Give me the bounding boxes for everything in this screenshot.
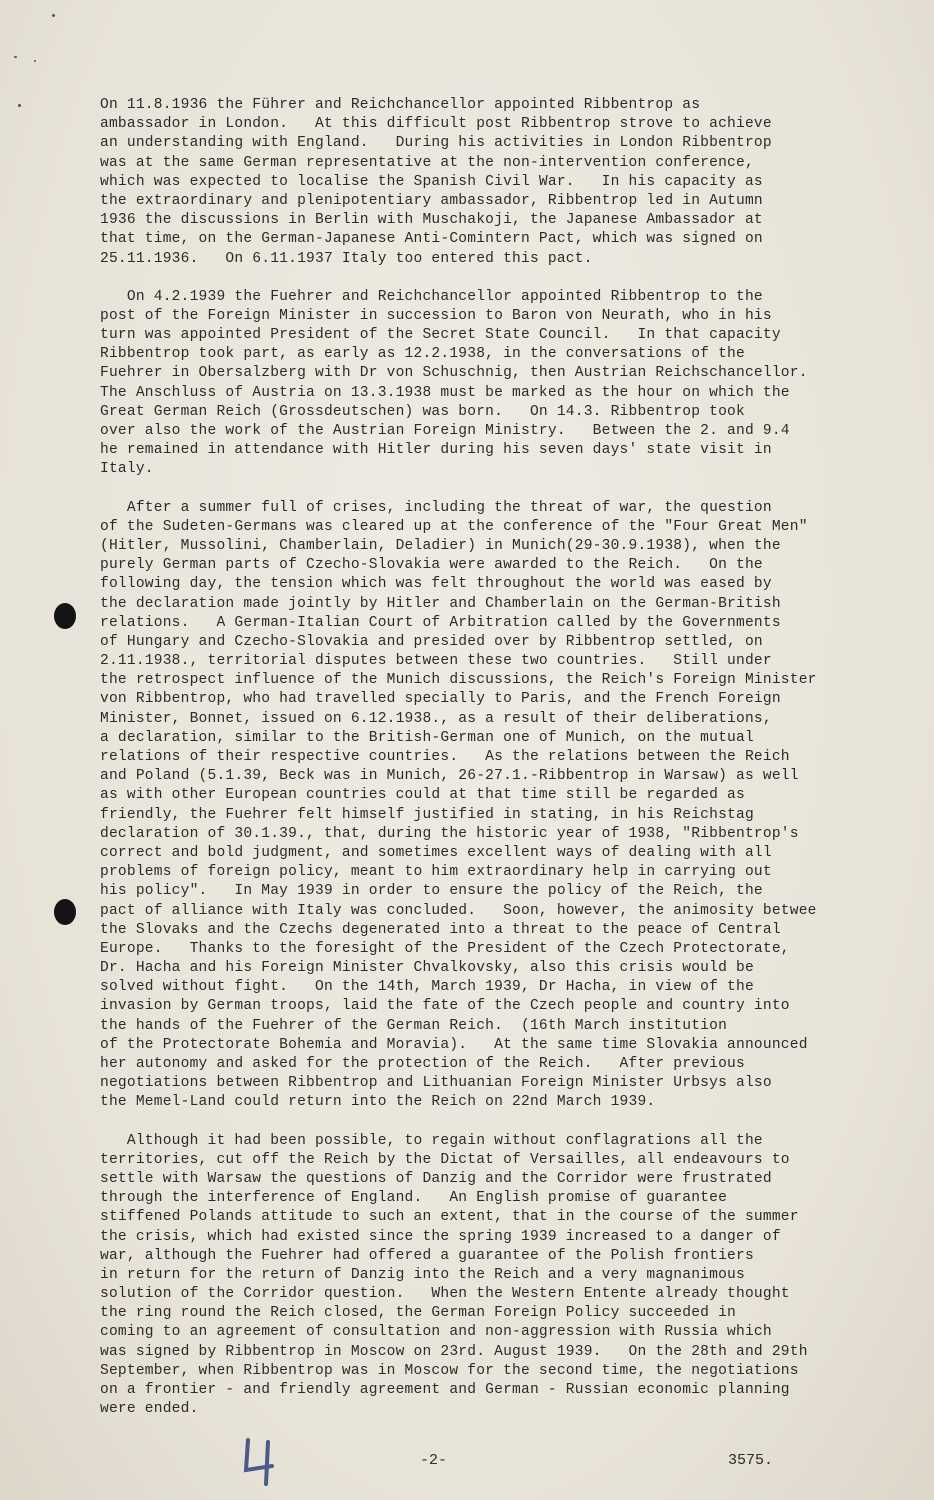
text-line: Europe. Thanks to the foresight of the President of the Czech Protectorate, (100, 940, 790, 957)
text-line: friendly, the Fuehrer felt himself justified in stating, in his Reichstag (100, 806, 754, 823)
text-line: relations. A German-Italian Court of Arbitration called by the Governments (100, 614, 781, 631)
text-line: an understanding with England. During his activities in London Ribbentrop (100, 135, 772, 152)
typed-text-body (100, 96, 890, 1438)
paragraph-2 (100, 288, 890, 480)
text-line: which was expected to localise the Spanish Civil War. In his capacity as (100, 173, 763, 190)
ink-speck (34, 60, 36, 62)
text-line: of Hungary and Czecho-Slovakia and presided over by Ribbentrop settled, on (100, 633, 763, 650)
text-line: Although it had been possible, to regain without conflagrations all the (100, 1132, 763, 1149)
text-line: von Ribbentrop, who had travelled specially to Paris, and the French Foreign (100, 691, 781, 708)
text-line: 25.11.1936. On 6.11.1937 Italy too entered this pact. (100, 250, 593, 267)
page-number: -2- (420, 1452, 448, 1469)
punch-hole-lower (54, 899, 76, 925)
text-line: the retrospect influence of the Munich discussions, the Reich's Foreign Minister (100, 672, 817, 689)
text-line: correct and bold judgment, and sometimes excellent ways of dealing with all (100, 844, 772, 861)
text-line: and Poland (5.1.39, Beck was in Munich, 26-27.1.-Ribbentrop in Warsaw) as well (100, 768, 799, 785)
text-line: Ribbentrop took part, as early as 12.2.1938, in the conversations of the (100, 346, 745, 363)
text-line: his policy". In May 1939 in order to ensure the policy of the Reich, the (100, 883, 763, 900)
ink-speck (52, 14, 55, 17)
text-line: the declaration made jointly by Hitler and Chamberlain on the German-British (100, 595, 781, 612)
text-line: Fuehrer in Obersalzberg with Dr von Schuschnig, then Austrian Reichschancellor. (100, 365, 808, 382)
text-line: of the Sudeten-Germans was cleared up at the conference of the "Four Great Men" (100, 518, 808, 535)
text-line: the ring round the Reich closed, the German Foreign Policy succeeded in (100, 1305, 736, 1322)
text-line: the crisis, which had existed since the spring 1939 increased to a danger of (100, 1228, 781, 1245)
text-line: in return for the return of Danzig into the Reich and a very magnanimous (100, 1266, 745, 1283)
text-line: pact of alliance with Italy was concluded. Soon, however, the animosity betwee (100, 902, 817, 919)
text-line: through the interference of England. An English promise of guarantee (100, 1190, 728, 1207)
text-line: turn was appointed President of the Secret State Council. In that capacity (100, 327, 781, 344)
text-line: Italy. (100, 461, 154, 478)
text-line: a declaration, similar to the British-German one of Munich, on the mutual (100, 729, 754, 746)
text-line: stiffened Polands attitude to such an extent, that in the course of the summer (100, 1209, 799, 1226)
text-line: On 4.2.1939 the Fuehrer and Reichchancellor appointed Ribbentrop to the (100, 288, 763, 305)
text-line: solution of the Corridor question. When the Western Entente already thought (100, 1286, 790, 1303)
text-line: Minister, Bonnet, issued on 6.12.1938., as a result of their deliberations, (100, 710, 772, 727)
text-line: on a frontier - and friendly agreement and German - Russian economic planning (100, 1382, 790, 1398)
text-line: settle with Warsaw the questions of Danzig and the Corridor were frustrated (100, 1170, 772, 1187)
text-line: the extraordinary and plenipotentiary ambassador, Ribbentrop led in Autumn (100, 192, 763, 209)
paragraph-1 (100, 96, 890, 269)
text-line: over also the work of the Austrian Foreign Ministry. Between the 2. and 9.4 (100, 423, 790, 439)
text-line: September, when Ribbentrop was in Moscow for the second time, the negotiations (100, 1362, 799, 1379)
text-line: her autonomy and asked for the protection of the Reich. After previous (100, 1056, 745, 1072)
text-line: problems of foreign policy, meant to him extraordinary help in carrying out (100, 864, 772, 881)
document-number: 3575. (728, 1452, 774, 1469)
text-line: 2.11.1938., territorial disputes between these two countries. Still under (100, 653, 772, 670)
text-line: purely German parts of Czecho-Slovakia were awarded to the Reich. On the (100, 557, 763, 574)
text-line: was at the same German representative at the non-intervention conference, (100, 154, 754, 171)
text-line: coming to an agreement of consultation and non-aggression with Russia which (100, 1324, 772, 1341)
text-line: The Anschluss of Austria on 13.3.1938 must be marked as the hour on which the (100, 384, 790, 401)
text-line: following day, the tension which was felt throughout the world was eased by (100, 576, 772, 593)
text-line: that time, on the German-Japanese Anti-Comintern Pact, which was signed on (100, 231, 763, 248)
text-line: the Memel-Land could return into the Reich on 22nd March 1939. (100, 1094, 656, 1111)
paragraph-3 (100, 499, 890, 1113)
text-line: the Slovaks and the Czechs degenerated into a threat to the peace of Central (100, 921, 781, 938)
text-line: the hands of the Fuehrer of the German Reich. (16th March institution (100, 1017, 728, 1034)
ink-speck (18, 104, 21, 107)
text-line: 1936 the discussions in Berlin with Muschakoji, the Japanese Ambassador at (100, 212, 763, 229)
text-line: war, although the Fuehrer had offered a guarantee of the Polish frontiers (100, 1247, 754, 1264)
text-line: as with other European countries could at that time still be regarded as (100, 787, 745, 804)
text-line: ambassador in London. At this difficult post Ribbentrop strove to achieve (100, 116, 772, 133)
text-line: were ended. (100, 1401, 199, 1418)
text-line: of the Protectorate Bohemia and Moravia). At the same time Slovakia announced (100, 1036, 808, 1053)
punch-hole-upper (54, 603, 76, 629)
paragraph-4 (100, 1132, 890, 1420)
text-line: post of the Foreign Minister in succession to Baron von Neurath, who in his (100, 307, 772, 324)
text-line: relations of their respective countries. As the relations between the Reich (100, 749, 790, 765)
text-line: solved without fight. On the 14th, March 1939, Dr Hacha, in view of the (100, 979, 754, 996)
text-line: (Hitler, Mussolini, Chamberlain, Deladier) in Munich(29-30.9.1938), when the (100, 537, 781, 554)
text-line: invasion by German troops, laid the fate of the Czech people and country into (100, 998, 790, 1015)
text-line: was signed by Ribbentrop in Moscow on 23rd. August 1939. On the 28th and 29th (100, 1343, 808, 1360)
text-line: territories, cut off the Reich by the Dictat of Versailles, all endeavours to (100, 1151, 790, 1168)
ink-speck (14, 56, 17, 58)
text-line: Great German Reich (Grossdeutschen) was born. On 14.3. Ribbentrop took (100, 403, 745, 420)
text-line: Dr. Hacha and his Foreign Minister Chvalkovsky, also this crisis would be (100, 960, 754, 977)
text-line: declaration of 30.1.39., that, during the historic year of 1938, "Ribbentrop's (100, 825, 799, 842)
text-line: negotiations between Ribbentrop and Lithuanian Foreign Minister Urbsys also (100, 1075, 772, 1092)
text-line: he remained in attendance with Hitler during his seven days' state visit in (100, 442, 772, 459)
text-line: On 11.8.1936 the Führer and Reichchancellor appointed Ribbentrop as (100, 97, 701, 113)
handwritten-mark (242, 1436, 282, 1486)
text-line: After a summer full of crises, including the threat of war, the question (100, 499, 772, 516)
